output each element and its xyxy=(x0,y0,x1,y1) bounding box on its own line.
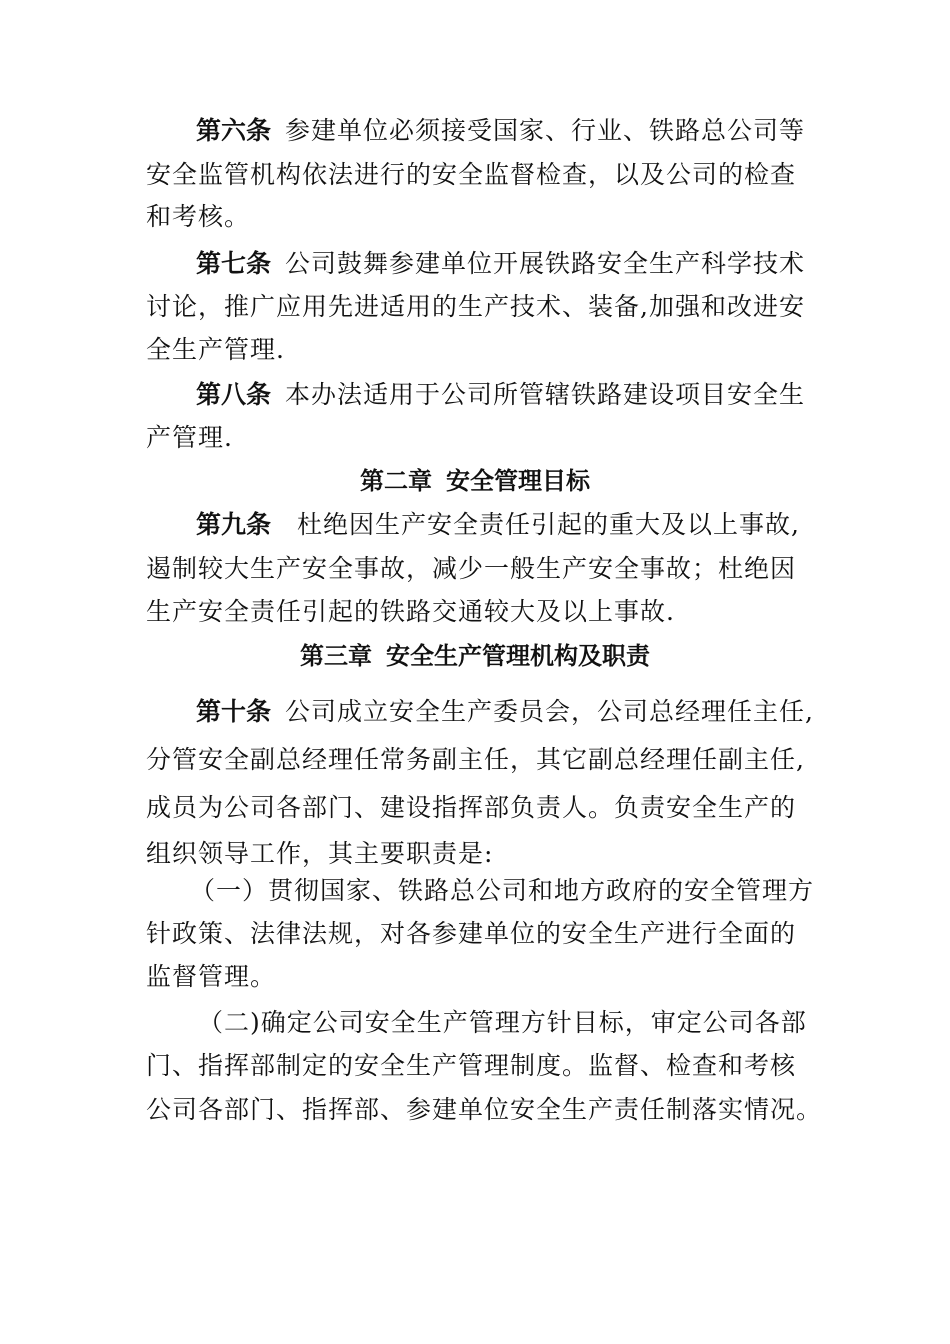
item-2-line-1: （二)确定公司安全生产管理方针目标，审定公司各部 xyxy=(198,1008,807,1037)
article-6-label: 第六条 xyxy=(196,116,272,145)
article-10-line-2: 分管安全副总经理任常务副主任，其它副总经理任副主任, xyxy=(146,745,805,774)
item-2-line-2: 门、指挥部制定的安全生产管理制度。监督、检查和考核 xyxy=(146,1051,797,1080)
article-8-text: 本办法适用于公司所管辖铁路建设项目安全生 xyxy=(285,380,806,409)
chapter-2-title: 安全管理目标 xyxy=(446,467,590,495)
article-9-label: 第九条 xyxy=(196,510,272,539)
chapter-2-number: 第二章 xyxy=(360,467,432,495)
article-6-line-2: 安全监管机构依法进行的安全监督检查，以及公司的检查 xyxy=(146,160,797,189)
chapter-2-heading xyxy=(0,466,950,496)
article-9-first-line xyxy=(196,510,800,540)
article-10-text: 公司成立安全生产委员会，公司总经理任主任, xyxy=(285,697,814,726)
chapter-3-number: 第三章 xyxy=(300,642,372,670)
article-6-line-3: 和考核。 xyxy=(146,202,251,231)
article-9-text: 杜绝因生产安全责任引起的重大及以上事故, xyxy=(297,510,800,539)
article-8-label: 第八条 xyxy=(196,380,272,409)
article-10-first-line xyxy=(196,697,814,727)
article-7-text: 公司鼓舞参建单位开展铁路安全生产科学技术 xyxy=(285,249,806,278)
article-10-label: 第十条 xyxy=(196,697,272,726)
article-8-line-2: 产管理. xyxy=(146,423,233,452)
item-2-line-3: 公司各部门、指挥部、参建单位安全生产责任制落实情况。 xyxy=(146,1095,823,1124)
item-1-line-3: 监督管理。 xyxy=(146,962,277,991)
article-8-first-line xyxy=(196,380,805,410)
article-9-line-3: 生产安全责任引起的铁路交通较大及以上事故. xyxy=(146,597,675,626)
article-7-label: 第七条 xyxy=(196,249,272,278)
article-10-line-4: 组织领导工作，其主要职责是: xyxy=(146,839,494,868)
article-6-text: 参建单位必须接受国家、行业、铁路总公司等 xyxy=(285,116,806,145)
item-1-line-2: 针政策、法律法规，对各参建单位的安全生产进行全面的 xyxy=(146,919,797,948)
item-1-line-1: （一）贯彻国家、铁路总公司和地方政府的安全管理方 xyxy=(190,876,815,905)
chapter-3-heading xyxy=(0,641,950,671)
article-6-first-line xyxy=(196,116,805,146)
article-7-first-line xyxy=(196,249,805,279)
article-7-line-2: 讨论，推广应用先进适用的生产技术、装备,加强和改进安 xyxy=(146,292,805,321)
article-10-line-3: 成员为公司各部门、建设指挥部负责人。负责安全生产的 xyxy=(146,793,797,822)
chapter-3-title: 安全生产管理机构及职责 xyxy=(386,642,650,670)
article-7-line-3: 全生产管理. xyxy=(146,335,285,364)
article-9-line-2: 遏制较大生产安全事故，减少一般生产安全事故；杜绝因 xyxy=(146,554,797,583)
